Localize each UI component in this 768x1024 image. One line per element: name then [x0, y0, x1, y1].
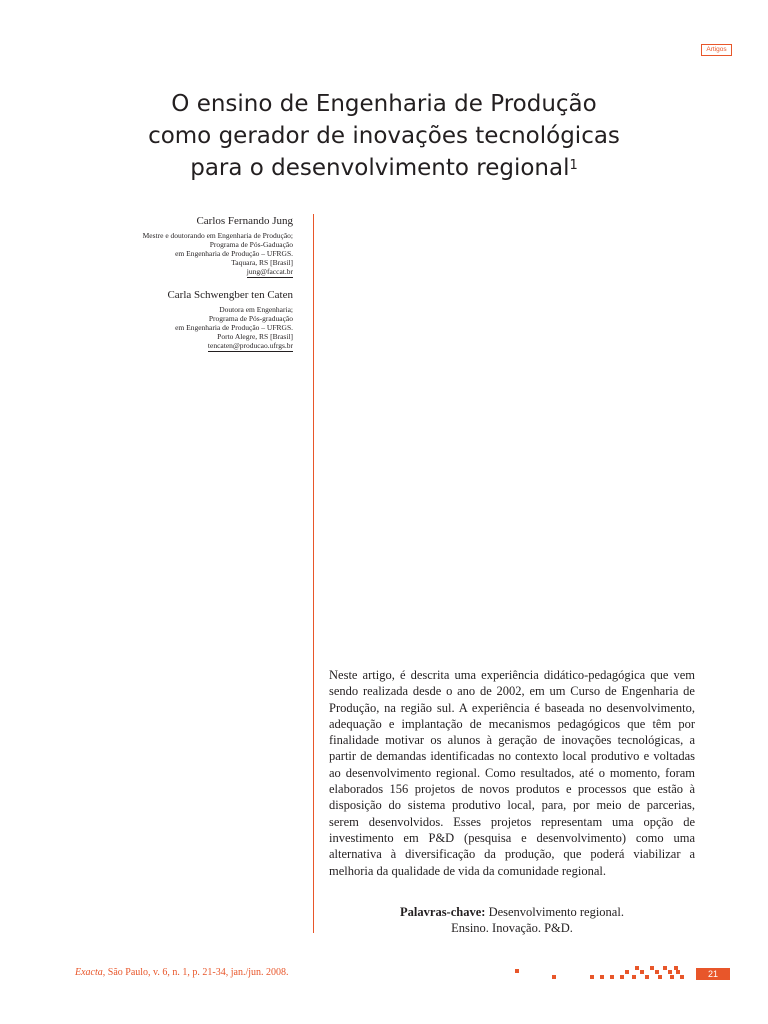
author-entry [60, 214, 293, 278]
dot [655, 970, 659, 974]
keywords-block [329, 904, 695, 936]
dot [632, 975, 636, 979]
dot [658, 975, 662, 979]
author-name: Carlos Fernando Jung [196, 215, 293, 227]
keywords-line: Desenvolvimento regional. [488, 905, 624, 919]
dot [552, 975, 556, 979]
dot [635, 966, 639, 970]
affiliation-line: em Engenharia de Produção – UFRGS. [175, 323, 293, 332]
dot [620, 975, 624, 979]
dot [645, 975, 649, 979]
dot [670, 975, 674, 979]
dot [610, 975, 614, 979]
citation-details: , São Paulo, v. 6, n. 1, p. 21-34, jan./jun. 2008. [102, 967, 289, 978]
keywords-label: Palavras-chave: [400, 905, 486, 919]
affiliation-line: Porto Alegre, RS [Brasil] [217, 332, 293, 341]
column-divider [313, 214, 314, 933]
author-entry [60, 288, 293, 352]
title-line: como gerador de inovações tecnológicas [148, 123, 620, 149]
abstract-text: Neste artigo, é descrita uma experiência didático-pedagógica que vem sendo realizada desde o ano de 2002, em um Curso de Engenharia de Produção, na região sul. A experiência é baseada no desenvolvimento, adequação e implantação de mecanismos pedagógicos que têm por finalidade motivar os alunos à geração de inovações tecnológicas, a partir de demandas identificadas no contexto local produtivo e voltadas ao desenvolvimento regional. Como resultados, até o momento, foram elaborados 156 projetos de novos produtos e processos que estão à disposição do sistema produtivo local, para, por meio de parcerias, serem desenvolvidos. Esses projetos representam uma opção de investimento em P&D (pesquisa e desenvolvimento) como uma alternativa à diversificação da produção, que poderá viabilizar a melhoria da qualidade de vida da comunidade regional. [329, 668, 695, 878]
title-line-text: para o desenvolvimento regional [190, 155, 570, 181]
keywords-line: Ensino. Inovação. P&D. [451, 921, 573, 935]
dot [625, 970, 629, 974]
decorative-dot-pattern [500, 965, 690, 981]
affiliation-line: Mestre e doutorando em Engenharia de Produção; [142, 231, 293, 240]
title-line [60, 152, 708, 184]
footnote-mark[interactable]: 1 [569, 158, 578, 173]
dot [590, 975, 594, 979]
journal-name: Exacta [75, 967, 103, 978]
affiliation-line: em Engenharia de Produção – UFRGS. [175, 249, 293, 258]
author-block [60, 214, 293, 362]
dot [515, 969, 519, 973]
page-number: 21 [696, 968, 730, 980]
footer-citation [75, 967, 289, 978]
affiliation-line: Taquara, RS [Brasil] [231, 258, 293, 267]
article-title [60, 88, 708, 184]
dot [680, 975, 684, 979]
dot [668, 970, 672, 974]
author-name: Carla Schwengber ten Caten [167, 289, 293, 301]
dot [600, 975, 604, 979]
dot [640, 970, 644, 974]
dot [663, 966, 667, 970]
dot [676, 970, 680, 974]
author-email[interactable]: jung@faccat.br [246, 267, 293, 276]
dot [650, 966, 654, 970]
affiliation-line: Programa de Pós-graduação [208, 314, 293, 323]
title-line: O ensino de Engenharia de Produção [171, 91, 597, 117]
affiliation-line: Programa de Pós-Gaduação [209, 240, 293, 249]
section-tag: Artigos [701, 44, 732, 56]
author-email[interactable]: tencaten@producao.ufrgs.br [207, 341, 293, 350]
affiliation-line: Doutora em Engenharia; [219, 305, 293, 314]
